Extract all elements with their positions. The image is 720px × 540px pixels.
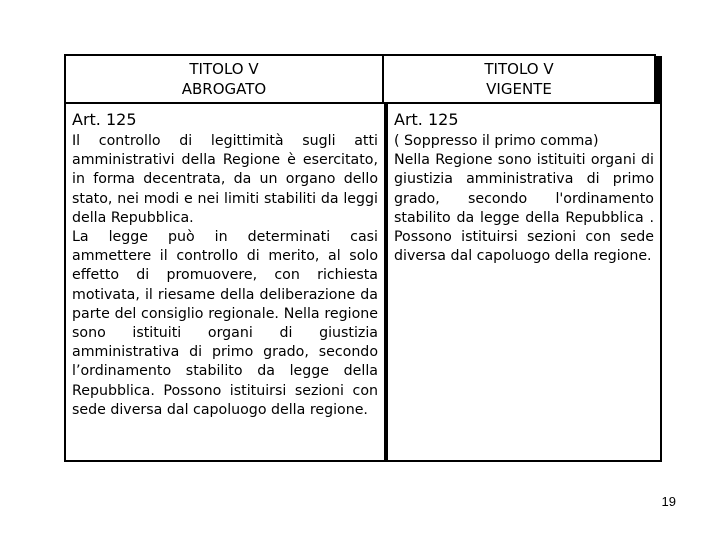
abrogato-header-line1: TITOLO V bbox=[189, 60, 259, 78]
vigente-header bbox=[382, 54, 656, 104]
abrogato-column bbox=[64, 104, 386, 462]
vigente-header-line2: VIGENTE bbox=[486, 80, 552, 98]
vigente-header-line1: TITOLO V bbox=[484, 60, 554, 78]
abrogato-header-line2: ABROGATO bbox=[181, 80, 267, 98]
abrogato-text bbox=[72, 132, 378, 420]
abrogato-paragraph-1: Il controllo di legittimità sugli atti amministrativi della Regione è esercitato, in forma decentrata, da un organo dello stato, nei modi e nei limiti stabiliti da leggi della Repubblica. bbox=[72, 133, 378, 226]
vigente-article-title: Art. 125 bbox=[394, 110, 459, 129]
vigente-text bbox=[394, 132, 654, 266]
vigente-paragraph-2: Nella Regione sono istituiti organi di giustizia amministrativa di primo grado, secondo l'ordinamento stabilito da legge della Repubblica . Possono istituirsi sezioni con sede diversa dal capoluogo della regione. bbox=[394, 152, 654, 265]
abrogato-header bbox=[64, 54, 384, 104]
vigente-paragraph-1: ( Soppresso il primo comma) bbox=[394, 133, 599, 149]
abrogato-paragraph-2: La legge può in determinati casi ammettere il controllo di merito, al solo effetto di promuovere, con richiesta motivata, il riesame della deliberazione da parte del consiglio regionale. Nella regione sono istituiti organi di giustizia amministrativa di primo grado, secondo l’ordinamento stabilito da legge della Repubblica. Possono istituirsi sezioni con sede diversa dal capoluogo della regione. bbox=[72, 229, 378, 418]
vigente-column bbox=[386, 104, 662, 462]
header-shadow-right bbox=[656, 56, 662, 104]
abrogato-article-title: Art. 125 bbox=[72, 110, 137, 129]
page-number: 19 bbox=[661, 494, 676, 509]
